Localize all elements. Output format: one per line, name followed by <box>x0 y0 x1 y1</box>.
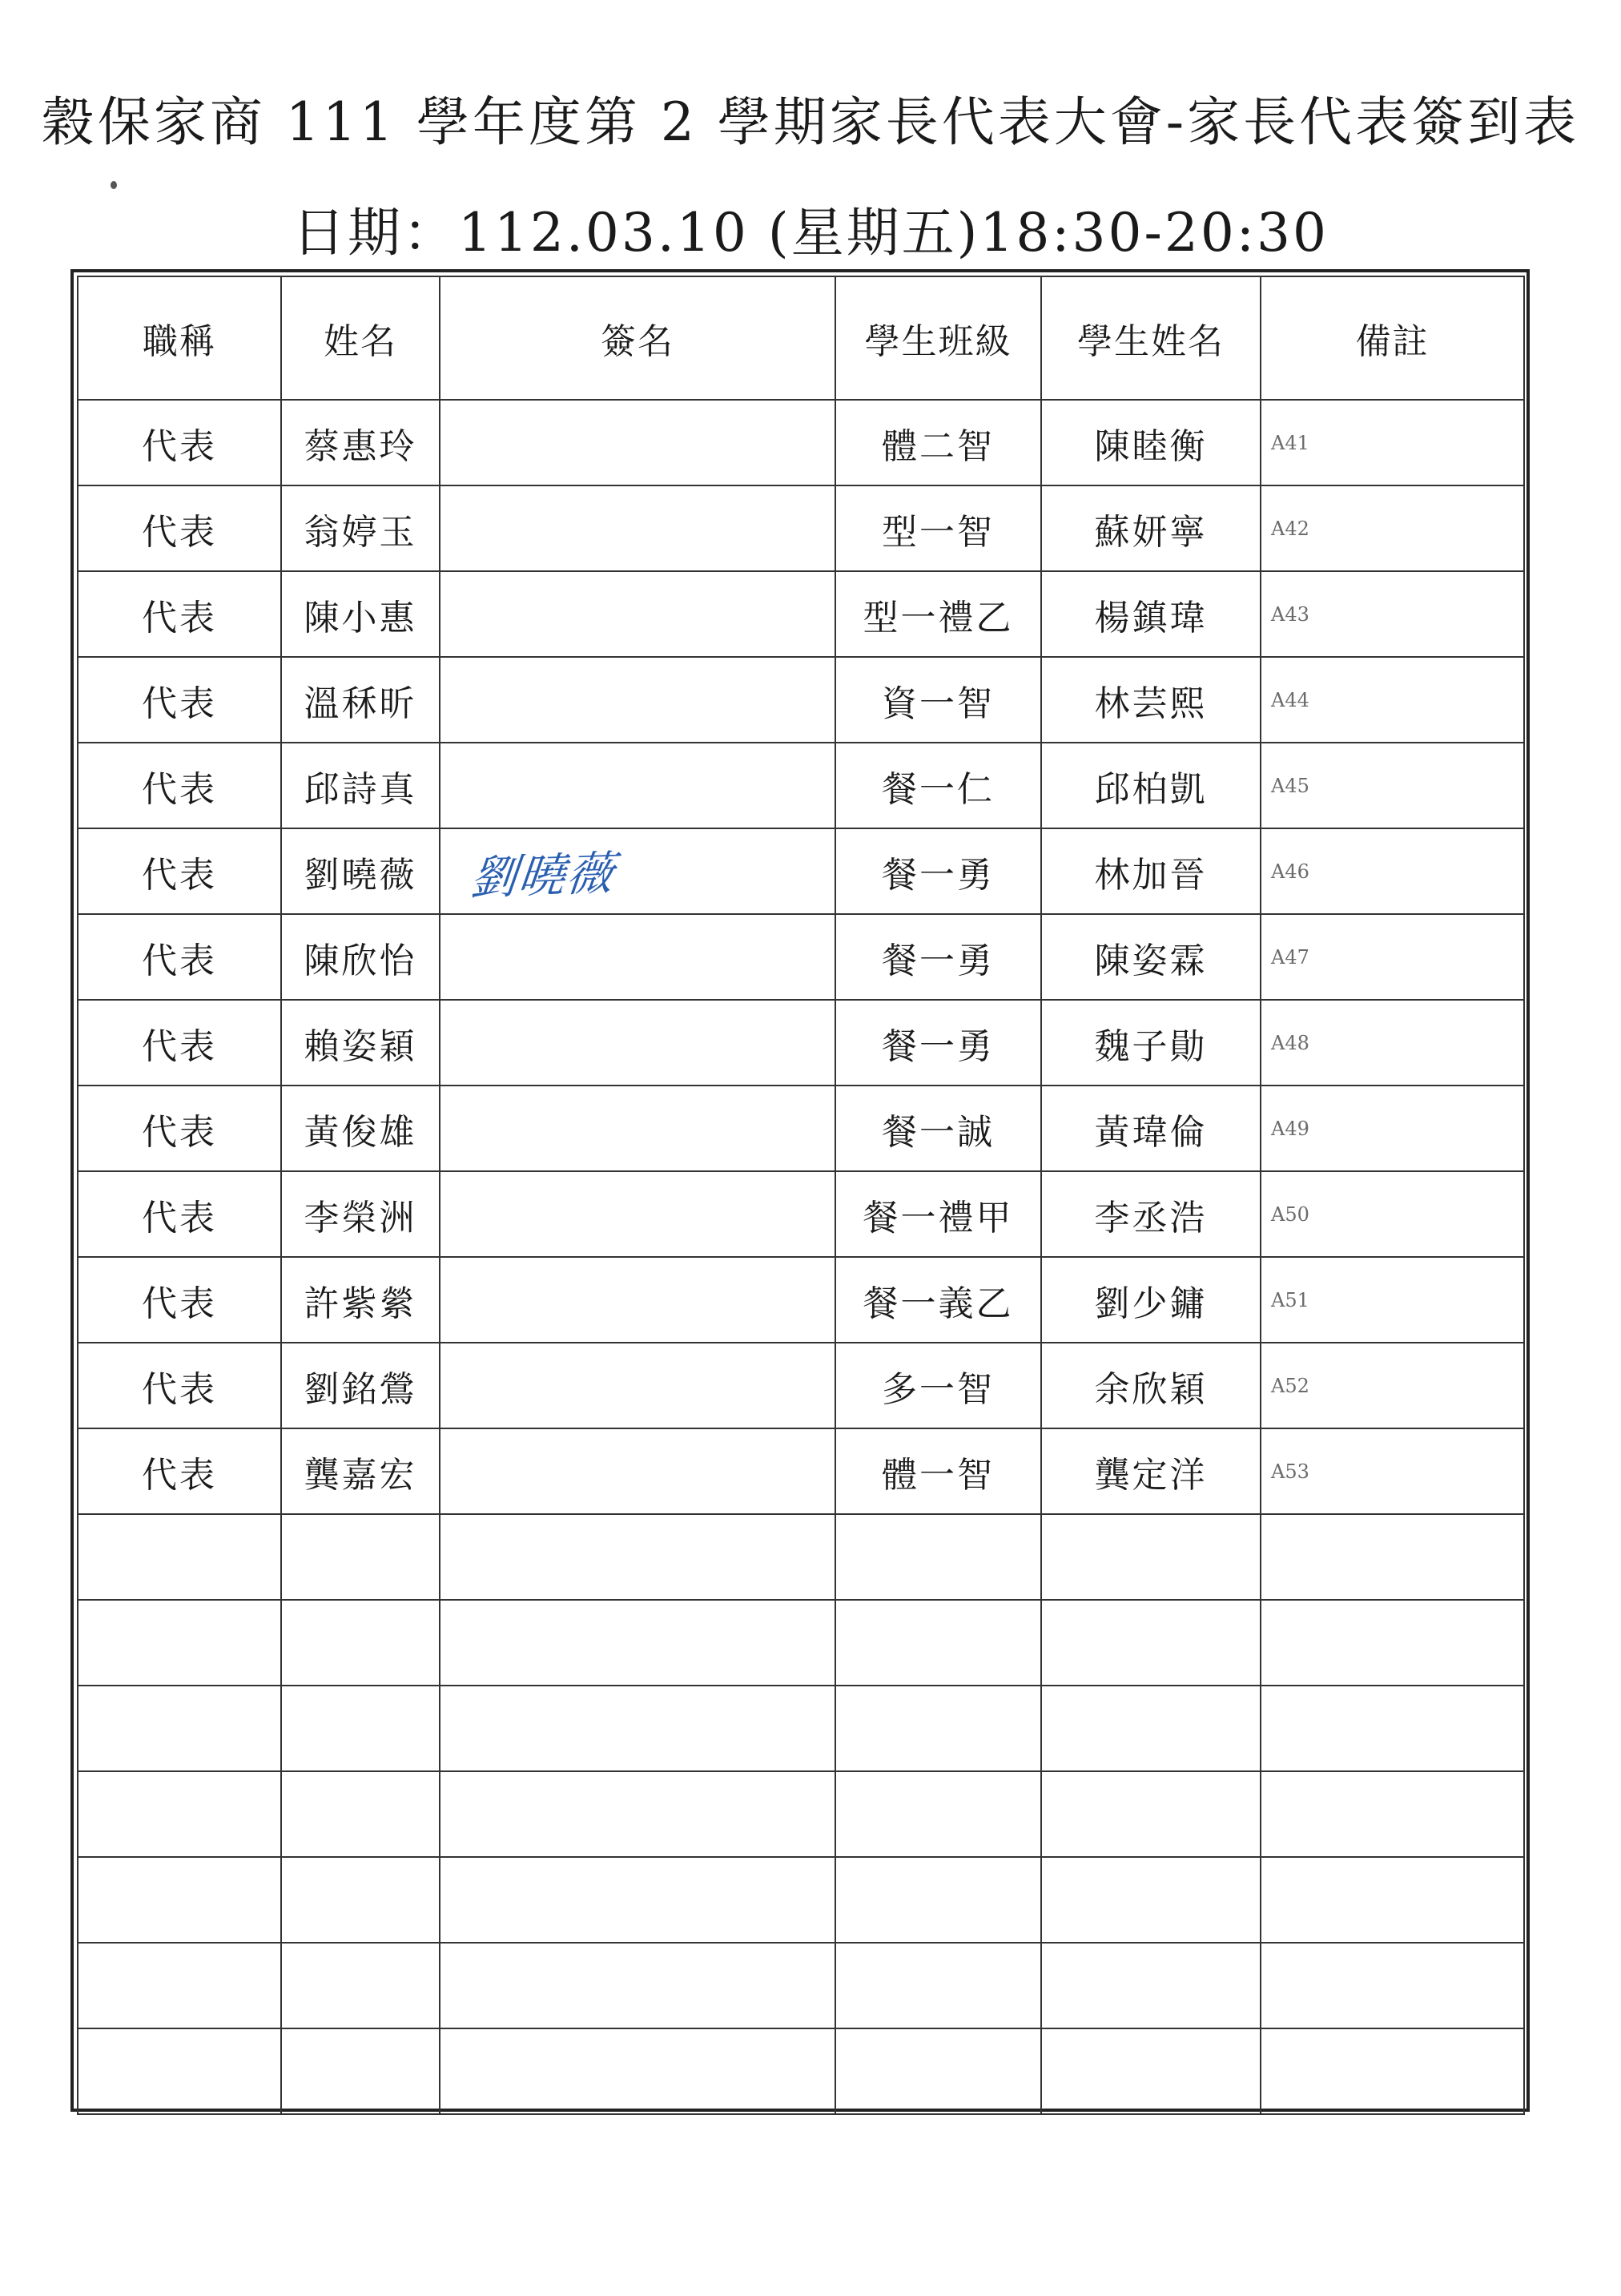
student-class-cell: 餐一勇 <box>835 1000 1041 1086</box>
note-cell: A48 <box>1261 1000 1524 1086</box>
student-class-cell: 餐一禮甲 <box>835 1171 1041 1257</box>
signature-cell[interactable] <box>440 1943 835 2028</box>
parent-name-cell: 劉銘鶯 <box>281 1343 440 1428</box>
student-class-cell: 體一智 <box>835 1428 1041 1514</box>
parent-name-cell <box>281 1600 440 1686</box>
role-cell: 代表 <box>78 571 281 657</box>
student-name-cell: 林加晉 <box>1041 828 1261 914</box>
table-row <box>78 1514 1524 1600</box>
role-cell: 代表 <box>78 400 281 485</box>
student-class-cell: 資一智 <box>835 657 1041 743</box>
parent-name-cell: 龔嘉宏 <box>281 1428 440 1514</box>
note-cell <box>1261 1600 1524 1686</box>
parent-name-cell: 邱詩真 <box>281 743 440 828</box>
role-cell: 代表 <box>78 1428 281 1514</box>
table-body <box>78 400 1524 2114</box>
table-row <box>78 485 1524 571</box>
table-row <box>78 657 1524 743</box>
scan-speck <box>111 181 117 189</box>
signature-cell[interactable] <box>440 1257 835 1343</box>
header-student-class: 學生班級 <box>835 276 1041 400</box>
note-cell: A45 <box>1261 743 1524 828</box>
note-cell: A41 <box>1261 400 1524 485</box>
signature-cell[interactable] <box>440 1600 835 1686</box>
table-row <box>78 743 1524 828</box>
document-title: 穀保家商 111 學年度第 2 學期家長代表大會-家長代表簽到表 <box>41 91 1580 153</box>
student-name-cell: 魏子勛 <box>1041 1000 1261 1086</box>
role-cell <box>78 1514 281 1600</box>
note-cell: A46 <box>1261 828 1524 914</box>
role-cell <box>78 2028 281 2114</box>
student-name-cell: 李丞浩 <box>1041 1171 1261 1257</box>
signature-cell[interactable] <box>440 1428 835 1514</box>
signature-cell[interactable] <box>440 1171 835 1257</box>
meeting-date: 日期：112.03.10 (星期五)18:30-20:30 <box>292 202 1329 264</box>
parent-name-cell: 許紫縈 <box>281 1257 440 1343</box>
note-cell <box>1261 1857 1524 1943</box>
parent-name-cell: 李榮洲 <box>281 1171 440 1257</box>
note-cell <box>1261 1771 1524 1857</box>
role-cell <box>78 1771 281 1857</box>
student-name-cell <box>1041 1600 1261 1686</box>
role-cell: 代表 <box>78 1257 281 1343</box>
student-name-cell <box>1041 1943 1261 2028</box>
note-cell: A50 <box>1261 1171 1524 1257</box>
signature-cell[interactable] <box>440 571 835 657</box>
table-row <box>78 828 1524 914</box>
role-cell: 代表 <box>78 743 281 828</box>
role-cell <box>78 1943 281 2028</box>
note-cell: A43 <box>1261 571 1524 657</box>
student-name-cell: 楊鎮瑋 <box>1041 571 1261 657</box>
header-role: 職稱 <box>78 276 281 400</box>
student-name-cell <box>1041 1514 1261 1600</box>
note-cell <box>1261 1686 1524 1771</box>
header-signature: 簽名 <box>440 276 835 400</box>
parent-name-cell: 黃俊雄 <box>281 1086 440 1171</box>
note-cell: A53 <box>1261 1428 1524 1514</box>
header-note: 備註 <box>1261 276 1524 400</box>
signature-cell[interactable] <box>440 1857 835 1943</box>
table-row <box>78 1086 1524 1171</box>
parent-name-cell: 陳小惠 <box>281 571 440 657</box>
note-cell: A42 <box>1261 485 1524 571</box>
student-name-cell: 陳睦衡 <box>1041 400 1261 485</box>
note-cell <box>1261 1943 1524 2028</box>
student-class-cell: 餐一勇 <box>835 914 1041 1000</box>
student-name-cell <box>1041 2028 1261 2114</box>
student-class-cell: 餐一勇 <box>835 828 1041 914</box>
role-cell: 代表 <box>78 828 281 914</box>
table-row <box>78 1428 1524 1514</box>
student-class-cell <box>835 1686 1041 1771</box>
sign-in-table <box>77 276 1525 2115</box>
student-class-cell: 多一智 <box>835 1343 1041 1428</box>
table-row <box>78 571 1524 657</box>
note-cell <box>1261 1514 1524 1600</box>
parent-name-cell: 陳欣怡 <box>281 914 440 1000</box>
signature-cell[interactable] <box>440 2028 835 2114</box>
table-row <box>78 1257 1524 1343</box>
student-name-cell: 邱柏凱 <box>1041 743 1261 828</box>
signature-cell[interactable] <box>440 1686 835 1771</box>
note-cell: A49 <box>1261 1086 1524 1171</box>
table-header-row <box>78 276 1524 400</box>
signature-cell[interactable] <box>440 485 835 571</box>
signature-cell[interactable] <box>440 828 835 914</box>
student-name-cell: 林芸熙 <box>1041 657 1261 743</box>
parent-name-cell <box>281 1514 440 1600</box>
parent-name-cell: 溫秝昕 <box>281 657 440 743</box>
parent-name-cell <box>281 1771 440 1857</box>
signature-cell[interactable] <box>440 400 835 485</box>
header-student-name: 學生姓名 <box>1041 276 1261 400</box>
student-name-cell: 劉少鏞 <box>1041 1257 1261 1343</box>
student-name-cell: 黃瑋倫 <box>1041 1086 1261 1171</box>
signature-cell[interactable] <box>440 657 835 743</box>
header-name: 姓名 <box>281 276 440 400</box>
student-class-cell: 型一禮乙 <box>835 571 1041 657</box>
table-row <box>78 1171 1524 1257</box>
table-row <box>78 1600 1524 1686</box>
student-class-cell <box>835 2028 1041 2114</box>
student-class-cell: 體二智 <box>835 400 1041 485</box>
handwritten-signature: 劉曉薇 <box>467 845 618 905</box>
role-cell: 代表 <box>78 1171 281 1257</box>
table-row <box>78 400 1524 485</box>
signature-cell[interactable] <box>440 1514 835 1600</box>
student-class-cell <box>835 1600 1041 1686</box>
student-class-cell: 餐一誠 <box>835 1086 1041 1171</box>
parent-name-cell: 劉曉薇 <box>281 828 440 914</box>
note-cell: A52 <box>1261 1343 1524 1428</box>
table-row <box>78 1771 1524 1857</box>
student-class-cell <box>835 1943 1041 2028</box>
sign-in-sheet <box>70 269 1530 2112</box>
role-cell: 代表 <box>78 914 281 1000</box>
note-cell: A51 <box>1261 1257 1524 1343</box>
student-class-cell: 餐一義乙 <box>835 1257 1041 1343</box>
signature-cell[interactable] <box>440 914 835 1000</box>
table-row <box>78 1857 1524 1943</box>
table-row <box>78 1943 1524 2028</box>
signature-cell[interactable] <box>440 743 835 828</box>
table-row <box>78 1686 1524 1771</box>
role-cell: 代表 <box>78 485 281 571</box>
student-name-cell <box>1041 1771 1261 1857</box>
table-row <box>78 914 1524 1000</box>
note-cell: A44 <box>1261 657 1524 743</box>
student-name-cell: 陳姿霖 <box>1041 914 1261 1000</box>
parent-name-cell: 蔡惠玲 <box>281 400 440 485</box>
student-name-cell: 余欣穎 <box>1041 1343 1261 1428</box>
student-class-cell: 型一智 <box>835 485 1041 571</box>
parent-name-cell <box>281 1943 440 2028</box>
student-name-cell: 蘇妍寧 <box>1041 485 1261 571</box>
role-cell: 代表 <box>78 1086 281 1171</box>
table-row <box>78 1000 1524 1086</box>
parent-name-cell: 賴姿穎 <box>281 1000 440 1086</box>
role-cell <box>78 1686 281 1771</box>
parent-name-cell <box>281 2028 440 2114</box>
signature-cell[interactable] <box>440 1000 835 1086</box>
role-cell: 代表 <box>78 657 281 743</box>
role-cell <box>78 1600 281 1686</box>
student-name-cell <box>1041 1686 1261 1771</box>
student-name-cell: 龔定洋 <box>1041 1428 1261 1514</box>
parent-name-cell <box>281 1857 440 1943</box>
table-row <box>78 2028 1524 2114</box>
signature-cell[interactable] <box>440 1086 835 1171</box>
note-cell: A47 <box>1261 914 1524 1000</box>
table-row <box>78 1343 1524 1428</box>
student-class-cell <box>835 1857 1041 1943</box>
parent-name-cell <box>281 1686 440 1771</box>
signature-cell[interactable] <box>440 1343 835 1428</box>
parent-name-cell: 翁婷玉 <box>281 485 440 571</box>
role-cell: 代表 <box>78 1343 281 1428</box>
student-name-cell <box>1041 1857 1261 1943</box>
student-class-cell <box>835 1514 1041 1600</box>
role-cell <box>78 1857 281 1943</box>
role-cell: 代表 <box>78 1000 281 1086</box>
student-class-cell: 餐一仁 <box>835 743 1041 828</box>
student-class-cell <box>835 1771 1041 1857</box>
note-cell <box>1261 2028 1524 2114</box>
signature-cell[interactable] <box>440 1771 835 1857</box>
